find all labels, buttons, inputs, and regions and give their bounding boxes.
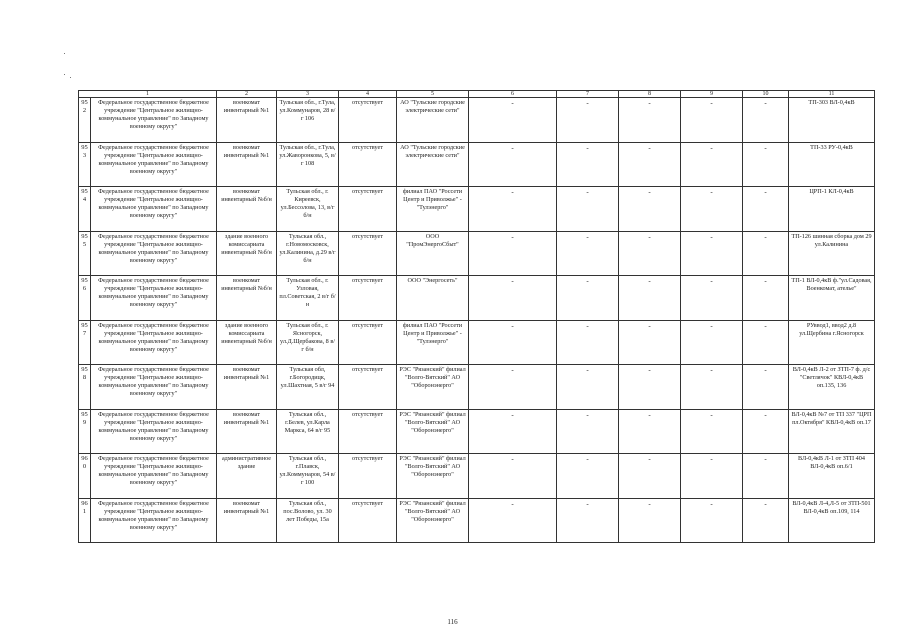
grid-owner-cell: филиал ПАО "Россети Центр и Приволжье" - "Тулэнерго" xyxy=(397,320,469,365)
address-cell: Тульская обл., г. Киреевск, ул.Бессолова, 13, в/г б/н xyxy=(277,187,339,232)
column-6-cell: - xyxy=(469,98,557,143)
address-cell: Тульская обл., г.Плавск, ул.Коммунаров, 54 в/г 100 xyxy=(277,454,339,499)
column-4-cell: отсутствует xyxy=(339,98,397,143)
address-cell: Тульская обл., г.Новомосковск, ул.Калинина, д.29 в/г б/н xyxy=(277,231,339,276)
column-4-cell: отсутствует xyxy=(339,365,397,410)
column-10-cell: - xyxy=(743,276,789,321)
address-cell: Тульская обл., г. Ясногорск, ул.Д.Щербакова, 8 в/г б/н xyxy=(277,320,339,365)
column-8-cell: - xyxy=(619,142,681,187)
row-number: 957 xyxy=(79,320,91,365)
organization-cell: Федеральное государственное бюджетное учреждение "Центральное жилищно-коммунальное управление" по Западному военному округу" xyxy=(91,454,217,499)
column-7-cell: - xyxy=(557,454,619,499)
column-9-cell: - xyxy=(681,498,743,543)
column-10-cell: - xyxy=(743,320,789,365)
connection-point-cell: ТП-126 шинная сборка дом 29 ул.Калинина xyxy=(789,231,875,276)
column-number: 9 xyxy=(681,91,743,98)
scan-speck xyxy=(64,53,65,54)
column-9-cell: - xyxy=(681,454,743,499)
connection-point-cell: ВЛ-0,4кВ №7 от ТП 337 "ЦРП пл.Октября" КВЛ-0,4кВ оп.17 xyxy=(789,409,875,454)
row-number: 959 xyxy=(79,409,91,454)
column-9-cell: - xyxy=(681,320,743,365)
grid-owner-cell: РЭС "Рязанский" филиал "Волго-Вятский" АО "Оборонэнерго" xyxy=(397,454,469,499)
column-8-cell: - xyxy=(619,409,681,454)
column-7-cell: - xyxy=(557,498,619,543)
column-10-cell: - xyxy=(743,231,789,276)
row-number: 952 xyxy=(79,98,91,143)
column-number: 6 xyxy=(469,91,557,98)
column-7-cell: - xyxy=(557,98,619,143)
address-cell: Тульская обл., пос.Волово, ул. 30 лет Победы, 15а xyxy=(277,498,339,543)
organization-cell: Федеральное государственное бюджетное учреждение "Центральное жилищно-коммунальное управление" по Западному военному округу" xyxy=(91,498,217,543)
column-10-cell: - xyxy=(743,498,789,543)
column-4-cell: отсутствует xyxy=(339,187,397,232)
row-number: 960 xyxy=(79,454,91,499)
column-6-cell: - xyxy=(469,365,557,410)
object-cell: военкомат инвентарный №1 xyxy=(217,98,277,143)
grid-owner-cell: РЭС "Рязанский" филиал "Волго-Вятский" АО "Оборонэнерго" xyxy=(397,365,469,410)
connection-point-cell: ТП-33 РУ-0,4кВ xyxy=(789,142,875,187)
organization-cell: Федеральное государственное бюджетное учреждение "Центральное жилищно-коммунальное управление" по Западному военному округу" xyxy=(91,365,217,410)
organization-cell: Федеральное государственное бюджетное учреждение "Центральное жилищно-коммунальное управление" по Западному военному округу" xyxy=(91,409,217,454)
scan-speck xyxy=(64,74,65,75)
row-number: 961 xyxy=(79,498,91,543)
column-9-cell: - xyxy=(681,98,743,143)
column-number: 10 xyxy=(743,91,789,98)
column-8-cell: - xyxy=(619,498,681,543)
column-7-cell: - xyxy=(557,276,619,321)
column-6-cell: - xyxy=(469,409,557,454)
object-cell: военкомат инвентарный №1 xyxy=(217,365,277,410)
table-row xyxy=(79,454,875,499)
column-7-cell: - xyxy=(557,365,619,410)
table-row xyxy=(79,409,875,454)
column-9-cell: - xyxy=(681,365,743,410)
column-7-cell: - xyxy=(557,187,619,232)
column-9-cell: - xyxy=(681,142,743,187)
organization-cell: Федеральное государственное бюджетное учреждение "Центральное жилищно-коммунальное управление" по Западному военному округу" xyxy=(91,320,217,365)
column-number: 11 xyxy=(789,91,875,98)
column-10-cell: - xyxy=(743,409,789,454)
column-9-cell: - xyxy=(681,187,743,232)
table-row xyxy=(79,98,875,143)
column-6-cell: - xyxy=(469,454,557,499)
organization-cell: Федеральное государственное бюджетное учреждение "Центральное жилищно-коммунальное управление" по Западному военному округу" xyxy=(91,142,217,187)
column-number: 2 xyxy=(217,91,277,98)
column-8-cell: - xyxy=(619,365,681,410)
column-6-cell: - xyxy=(469,320,557,365)
table-row xyxy=(79,498,875,543)
column-6-cell: - xyxy=(469,187,557,232)
address-cell: Тульская обл., г. Узловая, пл.Советская, 2 в/г б/н xyxy=(277,276,339,321)
column-8-cell: - xyxy=(619,276,681,321)
column-7-cell: - xyxy=(557,231,619,276)
column-4-cell: отсутствует xyxy=(339,498,397,543)
table-row xyxy=(79,365,875,410)
column-8-cell: - xyxy=(619,98,681,143)
address-cell: Тульская обл., г.Тула, ул.Жаворонкова, 5, в/г 108 xyxy=(277,142,339,187)
column-7-cell: - xyxy=(557,320,619,365)
column-10-cell: - xyxy=(743,187,789,232)
connection-point-cell: ТП-1 ВЛ-0,4кВ ф."ул.Садовая, Военкомат, ателье" xyxy=(789,276,875,321)
object-cell: военкомат инвентарный №1 xyxy=(217,409,277,454)
column-8-cell: - xyxy=(619,454,681,499)
column-4-cell: отсутствует xyxy=(339,454,397,499)
organization-cell: Федеральное государственное бюджетное учреждение "Центральное жилищно-коммунальное управление" по Западному военному округу" xyxy=(91,187,217,232)
column-7-cell: - xyxy=(557,142,619,187)
column-6-cell: - xyxy=(469,231,557,276)
column-10-cell: - xyxy=(743,142,789,187)
grid-owner-cell: ООО "Энергосеть" xyxy=(397,276,469,321)
object-cell: здание военного комиссариата инвентарный №б/н xyxy=(217,320,277,365)
connection-point-cell: ВЛ-0,4кВ Л-2 от ЗТП-7 ф. д/с "Светлячок" КВЛ-0,4кВ оп.135, 136 xyxy=(789,365,875,410)
column-6-cell: - xyxy=(469,276,557,321)
scan-speck xyxy=(70,77,71,78)
table-row xyxy=(79,320,875,365)
column-10-cell: - xyxy=(743,98,789,143)
column-4-cell: отсутствует xyxy=(339,276,397,321)
grid-owner-cell: АО "Тульские городские электрические сети" xyxy=(397,98,469,143)
column-number: 1 xyxy=(79,91,217,98)
connection-point-cell: ВЛ-0,4кВ Л-1 от ЗТП 404 ВЛ-0,4кВ оп.6/1 xyxy=(789,454,875,499)
row-number: 956 xyxy=(79,276,91,321)
connection-point-cell: ТП-303 ВЛ-0,4кВ xyxy=(789,98,875,143)
column-8-cell: - xyxy=(619,187,681,232)
grid-owner-cell: РЭС "Рязанский" филиал "Волго-Вятский" АО "Оборонэнерго" xyxy=(397,409,469,454)
row-number: 953 xyxy=(79,142,91,187)
table-row xyxy=(79,142,875,187)
column-9-cell: - xyxy=(681,231,743,276)
row-number: 958 xyxy=(79,365,91,410)
object-cell: здание военного комиссариата инвентарный №б/н xyxy=(217,231,277,276)
column-number: 4 xyxy=(339,91,397,98)
grid-owner-cell: филиал ПАО "Россети Центр и Приволжье" - "Тулэнерго" xyxy=(397,187,469,232)
column-number: 7 xyxy=(557,91,619,98)
grid-owner-cell: ООО "ПромЭнергоСбыт" xyxy=(397,231,469,276)
table-row xyxy=(79,276,875,321)
object-cell: административное здание xyxy=(217,454,277,499)
grid-owner-cell: РЭС "Рязанский" филиал "Волго-Вятский" АО "Оборонэнерго" xyxy=(397,498,469,543)
connection-point-cell: ВЛ-0,4кВ Л-4,Л-5 от ЗТП-501 ВЛ-0,4кВ оп.109, 114 xyxy=(789,498,875,543)
column-6-cell: - xyxy=(469,498,557,543)
row-number: 954 xyxy=(79,187,91,232)
column-4-cell: отсутствует xyxy=(339,320,397,365)
column-10-cell: - xyxy=(743,454,789,499)
column-8-cell: - xyxy=(619,320,681,365)
column-number: 3 xyxy=(277,91,339,98)
address-cell: Тульская обл., г.Белев, ул.Карла Маркса, 64 в/г 95 xyxy=(277,409,339,454)
column-number: 5 xyxy=(397,91,469,98)
address-cell: Тульская обл, г.Богородицк, ул.Шахтная, 5 в/г 94 xyxy=(277,365,339,410)
object-cell: военкомат инвентарный №1 xyxy=(217,142,277,187)
column-6-cell: - xyxy=(469,142,557,187)
register-table xyxy=(78,90,875,543)
connection-point-cell: РУввод1, ввод2 д.8 ул.Щербина г.Ясногорск xyxy=(789,320,875,365)
object-cell: военкомат инвентарный №1 xyxy=(217,498,277,543)
column-number: 8 xyxy=(619,91,681,98)
column-10-cell: - xyxy=(743,365,789,410)
organization-cell: Федеральное государственное бюджетное учреждение "Центральное жилищно-коммунальное управление" по Западному военному округу" xyxy=(91,98,217,143)
column-9-cell: - xyxy=(681,409,743,454)
column-4-cell: отсутствует xyxy=(339,409,397,454)
connection-point-cell: ЦРП-1 КЛ-0,4кВ xyxy=(789,187,875,232)
column-7-cell: - xyxy=(557,409,619,454)
column-number-row xyxy=(79,91,875,98)
table-row xyxy=(79,187,875,232)
column-4-cell: отсутствует xyxy=(339,231,397,276)
page-number: 116 xyxy=(447,618,458,626)
organization-cell: Федеральное государственное бюджетное учреждение "Центральное жилищно-коммунальное управление" по Западному военному округу" xyxy=(91,276,217,321)
object-cell: военкомат инвентарный №б/н xyxy=(217,187,277,232)
object-cell: военкомат инвентарный №б/н xyxy=(217,276,277,321)
grid-owner-cell: АО "Тульские городские электрические сети" xyxy=(397,142,469,187)
column-8-cell: - xyxy=(619,231,681,276)
table-row xyxy=(79,231,875,276)
organization-cell: Федеральное государственное бюджетное учреждение "Центральное жилищно-коммунальное управление" по Западному военному округу" xyxy=(91,231,217,276)
column-4-cell: отсутствует xyxy=(339,142,397,187)
column-9-cell: - xyxy=(681,276,743,321)
address-cell: Тульская обл., г.Тула, ул.Коммунаров, 28 в/г 106 xyxy=(277,98,339,143)
row-number: 955 xyxy=(79,231,91,276)
